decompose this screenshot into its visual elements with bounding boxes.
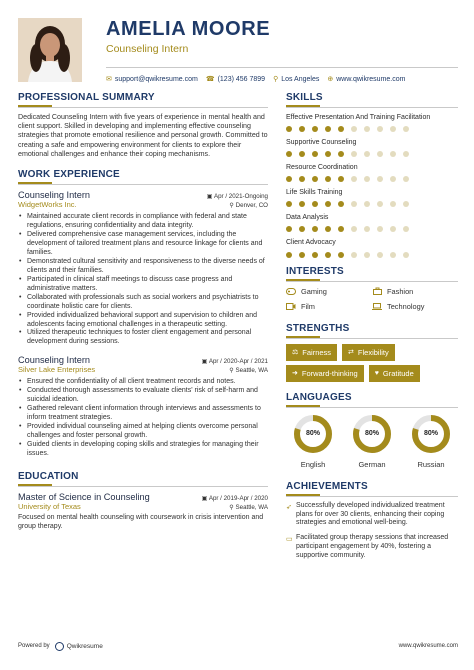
languages-heading: LANGUAGES xyxy=(286,392,458,408)
location-item xyxy=(273,75,319,83)
rating-dot xyxy=(403,252,409,258)
strength-label: Gratitude xyxy=(382,368,414,378)
language-name: Russian xyxy=(417,459,445,469)
rating-dot xyxy=(338,201,344,207)
rating-dot xyxy=(325,226,331,232)
chat-icon: ▭ xyxy=(286,536,293,544)
contact-bar xyxy=(106,75,405,83)
strength-label: Forward-thinking xyxy=(301,368,358,378)
rating-dot xyxy=(403,151,409,157)
calendar-icon: ▣ xyxy=(206,193,214,201)
edu-location-text: Seattle, WA xyxy=(235,503,268,511)
list-item: • Delivered comprehensive case management services, including the development of tailored treatment plans and resource linkage for clients and families. xyxy=(18,231,268,258)
resume-header xyxy=(18,16,458,86)
rating-dot xyxy=(390,226,396,232)
interest-label: Gaming xyxy=(301,286,327,296)
language-ring xyxy=(352,414,392,454)
location-icon: ⚲ xyxy=(273,76,279,83)
rating-dot xyxy=(390,151,396,157)
rating-dot xyxy=(351,201,357,207)
pin-icon: ⚲ xyxy=(229,367,236,375)
rocket-icon: ➶ xyxy=(286,503,292,511)
language-item xyxy=(288,414,338,469)
summary-text: Dedicated Counseling Intern with five years of experience in mental health and client support. Skilled in developing and implementing effective counseling strategies that promote emotional resilience and personal growth. Committed to creating a safe and empowering environment for clients to explore their emotional challenges and enhance their coping mechanisms. xyxy=(18,113,268,158)
skill-item xyxy=(286,238,458,257)
powered-label: Powered by xyxy=(18,643,50,649)
rating-dot xyxy=(390,126,396,132)
pin-icon: ⚲ xyxy=(229,202,236,210)
language-percent: 80% xyxy=(305,430,320,438)
rating-dot xyxy=(338,151,344,157)
strength-tag xyxy=(286,344,337,361)
list-item: • Gathered relevant client information through interviews and assessments to inform treatment strategies. xyxy=(18,405,268,423)
mail-icon: ✉ xyxy=(106,76,112,83)
strength-label: Flexibility xyxy=(357,347,389,357)
skill-name: Supportive Counseling xyxy=(286,139,357,147)
languages-list xyxy=(286,414,458,469)
job-location xyxy=(229,367,268,374)
rating-dot xyxy=(312,126,318,132)
edu-date xyxy=(202,495,268,502)
list-item: • Provided individual counseling aimed at helping clients overcome personal challenges and foster personal growth. xyxy=(18,423,268,441)
rating-dot xyxy=(377,226,383,232)
avatar xyxy=(18,18,82,82)
rating-dot xyxy=(403,201,409,207)
candidate-role: Counseling Intern xyxy=(106,43,189,55)
education-heading: EDUCATION xyxy=(18,471,268,487)
list-item: • Conducted thorough assessments to evaluate clients' risk of self-harm and suicidal ideation. xyxy=(18,387,268,405)
rating-dot xyxy=(390,176,396,182)
skill-name: Resource Coordination xyxy=(286,164,358,172)
skills-list xyxy=(286,113,458,258)
rating-dot xyxy=(312,151,318,157)
rating-dot xyxy=(364,201,370,207)
achievement-text: Facilitated group therapy sessions that increased participant engagement by 40%, fostering a supportive community. xyxy=(296,534,449,560)
job-location-text: Seattle, WA xyxy=(235,367,268,375)
rating-dot xyxy=(299,226,305,232)
calendar-icon: ▣ xyxy=(201,494,209,502)
website-item[interactable] xyxy=(327,75,405,83)
rating-dot xyxy=(364,126,370,132)
rating-dot xyxy=(390,201,396,207)
language-item xyxy=(406,414,456,469)
film-icon xyxy=(286,302,296,310)
rating-dot xyxy=(325,126,331,132)
job-bullets xyxy=(18,378,268,459)
list-item: • Collaborated with professionals such as social workers and psychiatrists to coordinate holistic care for clients. xyxy=(18,294,268,312)
skill-name: Data Analysis xyxy=(286,214,329,222)
edu-location xyxy=(229,504,268,511)
achievement-item xyxy=(286,502,458,529)
list-item: • Participated in clinical staff meetings to discuss case progress and administrative matters. xyxy=(18,276,268,294)
rating-dot xyxy=(364,226,370,232)
education-entry xyxy=(18,492,268,532)
skill-item xyxy=(286,163,458,182)
job-date-text: Apr / 2020-Apr / 2021 xyxy=(208,358,268,366)
interest-label: Fashion xyxy=(387,286,414,296)
strength-tag xyxy=(286,365,364,382)
rating-dot xyxy=(286,201,292,207)
rating-dot xyxy=(377,201,383,207)
rating-dot xyxy=(286,252,292,258)
rating-dot xyxy=(351,176,357,182)
job-date-text: Apr / 2021-Ongoing xyxy=(213,193,268,201)
gamepad-icon xyxy=(286,287,296,295)
language-ring xyxy=(293,414,333,454)
rating-dot xyxy=(299,126,305,132)
rating-dot xyxy=(312,252,318,258)
rating-dot xyxy=(338,226,344,232)
language-percent: 80% xyxy=(364,430,379,438)
arrow-right-icon: ➜ xyxy=(292,370,298,378)
header-divider xyxy=(106,67,458,68)
skill-rating xyxy=(286,252,458,258)
company-name: WidgetWorks Inc. xyxy=(18,200,77,210)
rating-dot xyxy=(299,201,305,207)
list-item: • Maintained accurate client records in compliance with federal and state regulations, ensuring confidentiality and data integrity. xyxy=(18,213,268,231)
interests-list xyxy=(286,287,458,311)
language-percent: 80% xyxy=(423,430,438,438)
rating-dot xyxy=(286,176,292,182)
strength-tag xyxy=(342,344,395,361)
skill-item xyxy=(286,213,458,232)
bag-icon xyxy=(372,287,382,295)
strength-tag xyxy=(369,365,420,382)
right-column xyxy=(286,92,458,567)
interest-label: Film xyxy=(301,301,315,311)
rating-dot xyxy=(403,176,409,182)
footer-url[interactable]: www.qwikresume.com xyxy=(398,643,458,649)
rating-dot xyxy=(299,176,305,182)
location-text: Los Angeles xyxy=(281,76,320,83)
rating-dot xyxy=(377,252,383,258)
language-name: English xyxy=(300,459,326,469)
calendar-icon: ▣ xyxy=(201,358,209,366)
job-title: Counseling Intern xyxy=(18,355,91,366)
rating-dot xyxy=(338,252,344,258)
rating-dot xyxy=(338,126,344,132)
rating-dot xyxy=(403,126,409,132)
heart-icon: ♥ xyxy=(374,369,379,377)
rating-dot xyxy=(312,176,318,182)
rating-dot xyxy=(403,226,409,232)
job-date xyxy=(207,193,268,200)
qwikresume-logo-icon xyxy=(55,642,64,651)
rating-dot xyxy=(364,151,370,157)
skill-item xyxy=(286,113,458,132)
list-item: • Demonstrated cultural sensitivity and responsiveness to the diverse needs of clients and their families. xyxy=(18,258,268,276)
edu-date-text: Apr / 2019-Apr / 2020 xyxy=(208,494,268,502)
rating-dot xyxy=(351,226,357,232)
skill-item xyxy=(286,188,458,207)
phone-icon: ☎ xyxy=(205,76,215,83)
skill-item xyxy=(286,138,458,157)
brand-name[interactable]: Qwikresume xyxy=(66,642,103,650)
rating-dot xyxy=(390,252,396,258)
footer xyxy=(18,639,458,653)
list-item: • Guided clients in developing coping skills and strategies for managing their issues. xyxy=(18,441,268,459)
job-title: Counseling Intern xyxy=(18,190,91,201)
rating-dot xyxy=(338,176,344,182)
skill-name: Client Advocacy xyxy=(286,239,336,247)
email-text: support@qwikresume.com xyxy=(114,76,198,83)
school-name: University of Texas xyxy=(18,501,81,511)
rating-dot xyxy=(325,151,331,157)
achievement-text: Successfully developed individualized treatment plans for over 30 clients, enhancing their coping strategies and emotional well-being. xyxy=(296,501,445,527)
rating-dot xyxy=(364,176,370,182)
rating-dot xyxy=(312,226,318,232)
website-text: www.qwikresume.com xyxy=(336,76,406,83)
list-item: • Provided individualized behavioral support and supervision to children and adolescents facing emotional challenges in a therapeutic setting. xyxy=(18,312,268,330)
phone-text: (123) 456 7899 xyxy=(217,76,266,83)
strength-label: Fairness xyxy=(302,347,332,357)
arrows-icon: ⇄ xyxy=(348,349,354,357)
skill-name: Effective Presentation And Training Facilitation xyxy=(286,114,431,121)
language-name: German xyxy=(358,459,386,469)
phone-item[interactable] xyxy=(206,75,265,83)
company-name: Silver Lake Enterprises xyxy=(18,365,96,375)
job-location xyxy=(229,202,268,209)
rating-dot xyxy=(377,126,383,132)
rating-dot xyxy=(351,126,357,132)
list-item: • Utilized therapeutic techniques to foster client engagement and personal development during sessions. xyxy=(18,329,268,347)
powered-by xyxy=(18,642,103,651)
strengths-heading: STRENGTHS xyxy=(286,323,458,339)
globe-icon: ⊕ xyxy=(327,76,334,83)
job-location-text: Denver, CO xyxy=(235,202,268,210)
skill-rating xyxy=(286,201,458,207)
education-description: Focused on mental health counseling with coursework in crisis intervention and group therapy. xyxy=(18,513,264,530)
job-entry xyxy=(18,190,268,347)
degree-title: Master of Science in Counseling xyxy=(18,491,150,502)
experience-heading: WORK EXPERIENCE xyxy=(18,169,268,185)
achievements-heading: ACHIEVEMENTS xyxy=(286,481,458,497)
rating-dot xyxy=(377,176,383,182)
skill-rating xyxy=(286,176,458,182)
interest-item xyxy=(286,287,372,296)
job-date xyxy=(202,358,268,365)
job-bullets xyxy=(18,213,268,347)
rating-dot xyxy=(351,252,357,258)
language-ring xyxy=(411,414,451,454)
interest-item xyxy=(372,287,458,296)
rating-dot xyxy=(299,252,305,258)
scale-icon: ⚖ xyxy=(292,349,299,357)
rating-dot xyxy=(325,201,331,207)
rating-dot xyxy=(286,226,292,232)
interests-heading: INTERESTS xyxy=(286,266,458,282)
interest-item xyxy=(372,302,458,311)
rating-dot xyxy=(351,151,357,157)
email-item[interactable] xyxy=(106,75,198,83)
rating-dot xyxy=(312,201,318,207)
summary-heading: PROFESSIONAL SUMMARY xyxy=(18,92,268,108)
skill-name: Life Skills Training xyxy=(286,189,343,197)
skills-heading: SKILLS xyxy=(286,92,458,108)
rating-dot xyxy=(325,176,331,182)
language-item xyxy=(347,414,397,469)
rating-dot xyxy=(286,151,292,157)
job-entry xyxy=(18,355,268,459)
skill-rating xyxy=(286,151,458,157)
skill-rating xyxy=(286,226,458,232)
rating-dot xyxy=(299,151,305,157)
skill-rating xyxy=(286,126,458,132)
list-item: • Ensured the confidentiality of all client treatment records and notes. xyxy=(18,378,268,387)
rating-dot xyxy=(325,252,331,258)
achievement-item xyxy=(286,534,458,561)
rating-dot xyxy=(364,252,370,258)
left-column xyxy=(18,92,268,540)
strengths-list xyxy=(286,344,458,382)
rating-dot xyxy=(377,151,383,157)
pin-icon: ⚲ xyxy=(229,503,236,511)
interest-label: Technology xyxy=(387,301,425,311)
rating-dot xyxy=(286,126,292,132)
candidate-name: AMELIA MOORE xyxy=(106,18,271,40)
laptop-icon xyxy=(372,302,382,310)
interest-item xyxy=(286,302,372,311)
